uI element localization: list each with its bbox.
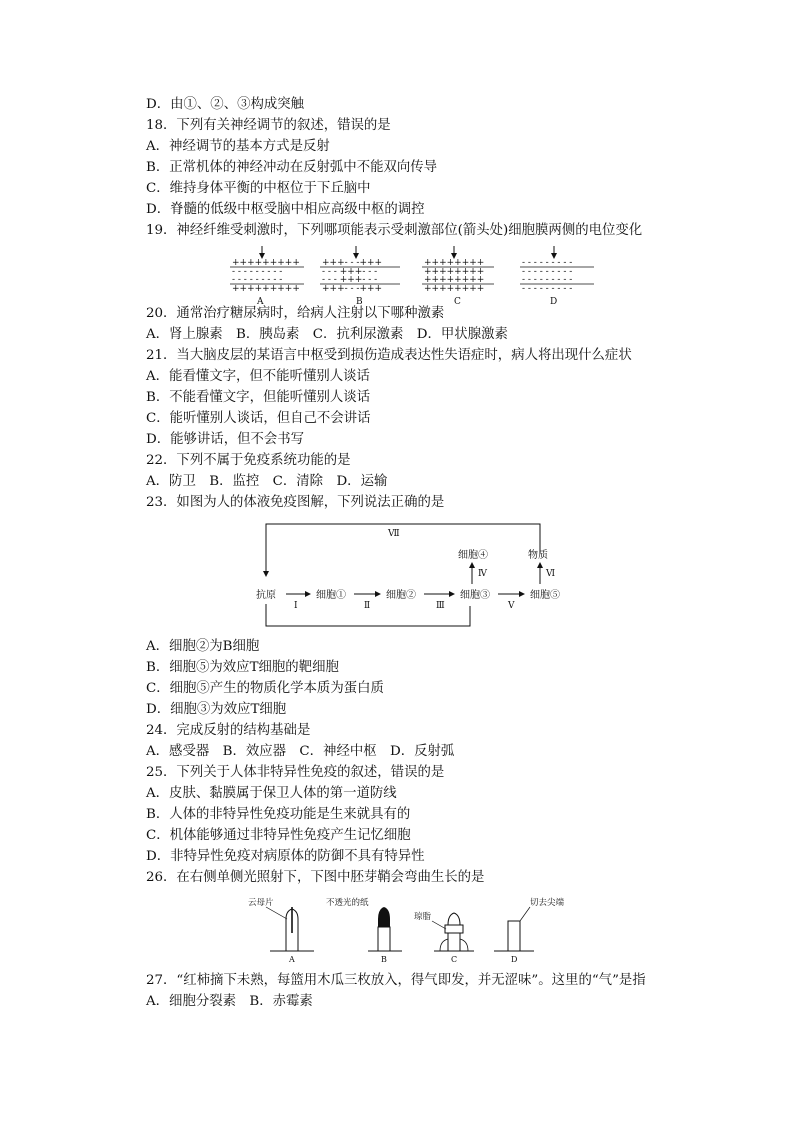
q17-option-d: D．由①、②、③构成突触 (146, 97, 305, 112)
svg-text:- - - - - - - - -: - - - - - - - - - (522, 275, 573, 285)
q23-immunity-diagram (250, 518, 580, 632)
coleoptile-a (248, 897, 314, 964)
q23-option-a: A．细胞②为B细胞 (146, 639, 260, 654)
step-7: Ⅶ (388, 529, 400, 539)
caption-mica: 云母片 (248, 898, 274, 908)
q20-options: A．肾上腺素 B．胰岛素 C．抗利尿激素 D．甲状腺激素 (146, 327, 508, 342)
label-d: D (511, 955, 518, 964)
coleoptile-c (414, 911, 474, 964)
q24-options: A．感受器 B．效应器 C．神经中枢 D．反射弧 (146, 744, 455, 759)
label-a: A (289, 955, 295, 964)
svg-text:- - - - - - - - -: - - - - - - - - - (522, 267, 573, 277)
q25-option-a: A．皮肤、黏膜属于保卫人体的第一道防线 (146, 786, 397, 801)
q23-option-b: B．细胞⑤为效应T细胞的靶细胞 (146, 660, 339, 675)
caption-agar: 琼脂 (414, 912, 432, 922)
q21-stem: 21．当大脑皮层的某语言中枢受到损伤造成表达性失语症时，病人将出现什么症状 (146, 348, 632, 363)
caption-tip-removed: 切去尖端 (530, 898, 565, 908)
label-c: C (451, 955, 458, 964)
q20-stem: 20．通常治疗糖尿病时，给病人注射以下哪种激素 (146, 306, 445, 321)
node-antigen: 抗原 (256, 590, 276, 601)
q27-options: A．细胞分裂素 B．赤霉素 (146, 994, 313, 1009)
q26-coleoptile-figure (244, 893, 604, 965)
svg-text:++++++++: ++++++++ (424, 284, 485, 294)
node-cell-1: 细胞① (316, 590, 346, 601)
svg-text:- - - +++- - -: - - - +++- - - (322, 275, 378, 285)
membrane-d (520, 246, 594, 294)
step-1: Ⅰ (294, 601, 298, 611)
svg-text:- - - - - - - - -: - - - - - - - - - (522, 258, 573, 268)
q25-stem: 25．下列关于人体非特异性免疫的叙述，错误的是 (146, 765, 445, 780)
svg-text:- - - - - - - - -: - - - - - - - - - (522, 284, 573, 294)
node-cell-3: 细胞③ (460, 590, 490, 601)
node-cell-5: 细胞⑤ (530, 590, 560, 601)
label-a: A (257, 297, 264, 306)
svg-text:- - - - - - - - -: - - - - - - - - - (232, 275, 283, 285)
step-4: Ⅳ (478, 569, 487, 579)
node-cell-2: 细胞② (386, 590, 416, 601)
q24-stem: 24．完成反射的结构基础是 (146, 723, 311, 738)
caption-opaque-paper: 不透光的纸 (326, 898, 369, 908)
label-d: D (550, 297, 558, 306)
label-b: B (381, 955, 387, 964)
q19-membrane-figure (224, 246, 604, 306)
q19-stem: 19．神经纤维受刺激时，下列哪项能表示受刺激部位(箭头处)细胞膜两侧的电位变化 (146, 223, 643, 238)
q25-option-c: C．机体能够通过非特异性免疫产生记忆细胞 (146, 828, 411, 843)
step-3: Ⅲ (436, 601, 445, 611)
q18-option-b: B．正常机体的神经冲动在反射弧中不能双向传导 (146, 160, 438, 175)
q25-option-d: D．非特异性免疫对病原体的防御不具有特异性 (146, 849, 425, 864)
q21-option-a: A．能看懂文字，但不能听懂别人谈话 (146, 369, 370, 384)
svg-text:+++- - -+++: +++- - -+++ (322, 284, 383, 294)
svg-text:+++++++++: +++++++++ (232, 284, 300, 294)
coleoptile-d (494, 897, 565, 964)
q23-stem: 23．如图为人的体液免疫图解，下列说法正确的是 (146, 495, 445, 510)
q18-option-a: A．神经调节的基本方式是反射 (146, 139, 330, 154)
q21-option-b: B．不能看懂文字，但能听懂别人谈话 (146, 390, 371, 405)
membrane-b (320, 246, 400, 294)
svg-text:- - - +++- - -: - - - +++- - - (322, 267, 378, 277)
q22-stem: 22．下列不属于免疫系统功能的是 (146, 453, 351, 468)
q23-option-d: D．细胞③为效应T细胞 (146, 702, 287, 717)
svg-text:++++++++: ++++++++ (424, 258, 485, 268)
q27-stem: 27．“红柿摘下未熟，每篮用木瓜三枚放入，得气即发，并无涩味”。这里的“气”是指 (146, 973, 646, 988)
svg-text:- - - - - - - - -: - - - - - - - - - (232, 267, 283, 277)
label-c: C (454, 297, 461, 306)
svg-text:+++- - -+++: +++- - -+++ (322, 258, 383, 268)
q22-options: A．防卫 B．监控 C．清除 D．运输 (146, 474, 388, 489)
q23-option-c: C．细胞⑤产生的物质化学本质为蛋白质 (146, 681, 384, 696)
q21-option-d: D．能够讲话，但不会书写 (146, 432, 305, 447)
membrane-a (230, 246, 304, 294)
membrane-c (422, 246, 494, 294)
q21-option-c: C．能听懂别人谈话，但自己不会讲话 (146, 411, 371, 426)
q18-stem: 18．下列有关神经调节的叙述，错误的是 (146, 118, 391, 133)
svg-text:+++++++++: +++++++++ (232, 258, 300, 268)
svg-text:++++++++: ++++++++ (424, 267, 485, 277)
coleoptile-b (326, 897, 402, 964)
q26-stem: 26．在右侧单侧光照射下，下图中胚芽鞘会弯曲生长的是 (146, 870, 485, 885)
step-5: Ⅴ (508, 601, 515, 611)
q25-option-b: B．人体的非特异性免疫功能是生来就具有的 (146, 807, 411, 822)
q18-option-c: C．维持身体平衡的中枢位于下丘脑中 (146, 181, 371, 196)
step-2: Ⅱ (364, 601, 371, 611)
svg-text:++++++++: ++++++++ (424, 275, 485, 285)
step-6: Ⅵ (546, 569, 556, 579)
label-b: B (356, 297, 363, 306)
q18-option-d: D．脊髓的低级中枢受脑中相应高级中枢的调控 (146, 202, 425, 217)
node-cell-4: 细胞④ (458, 550, 488, 561)
node-substance: 物质 (528, 550, 548, 561)
